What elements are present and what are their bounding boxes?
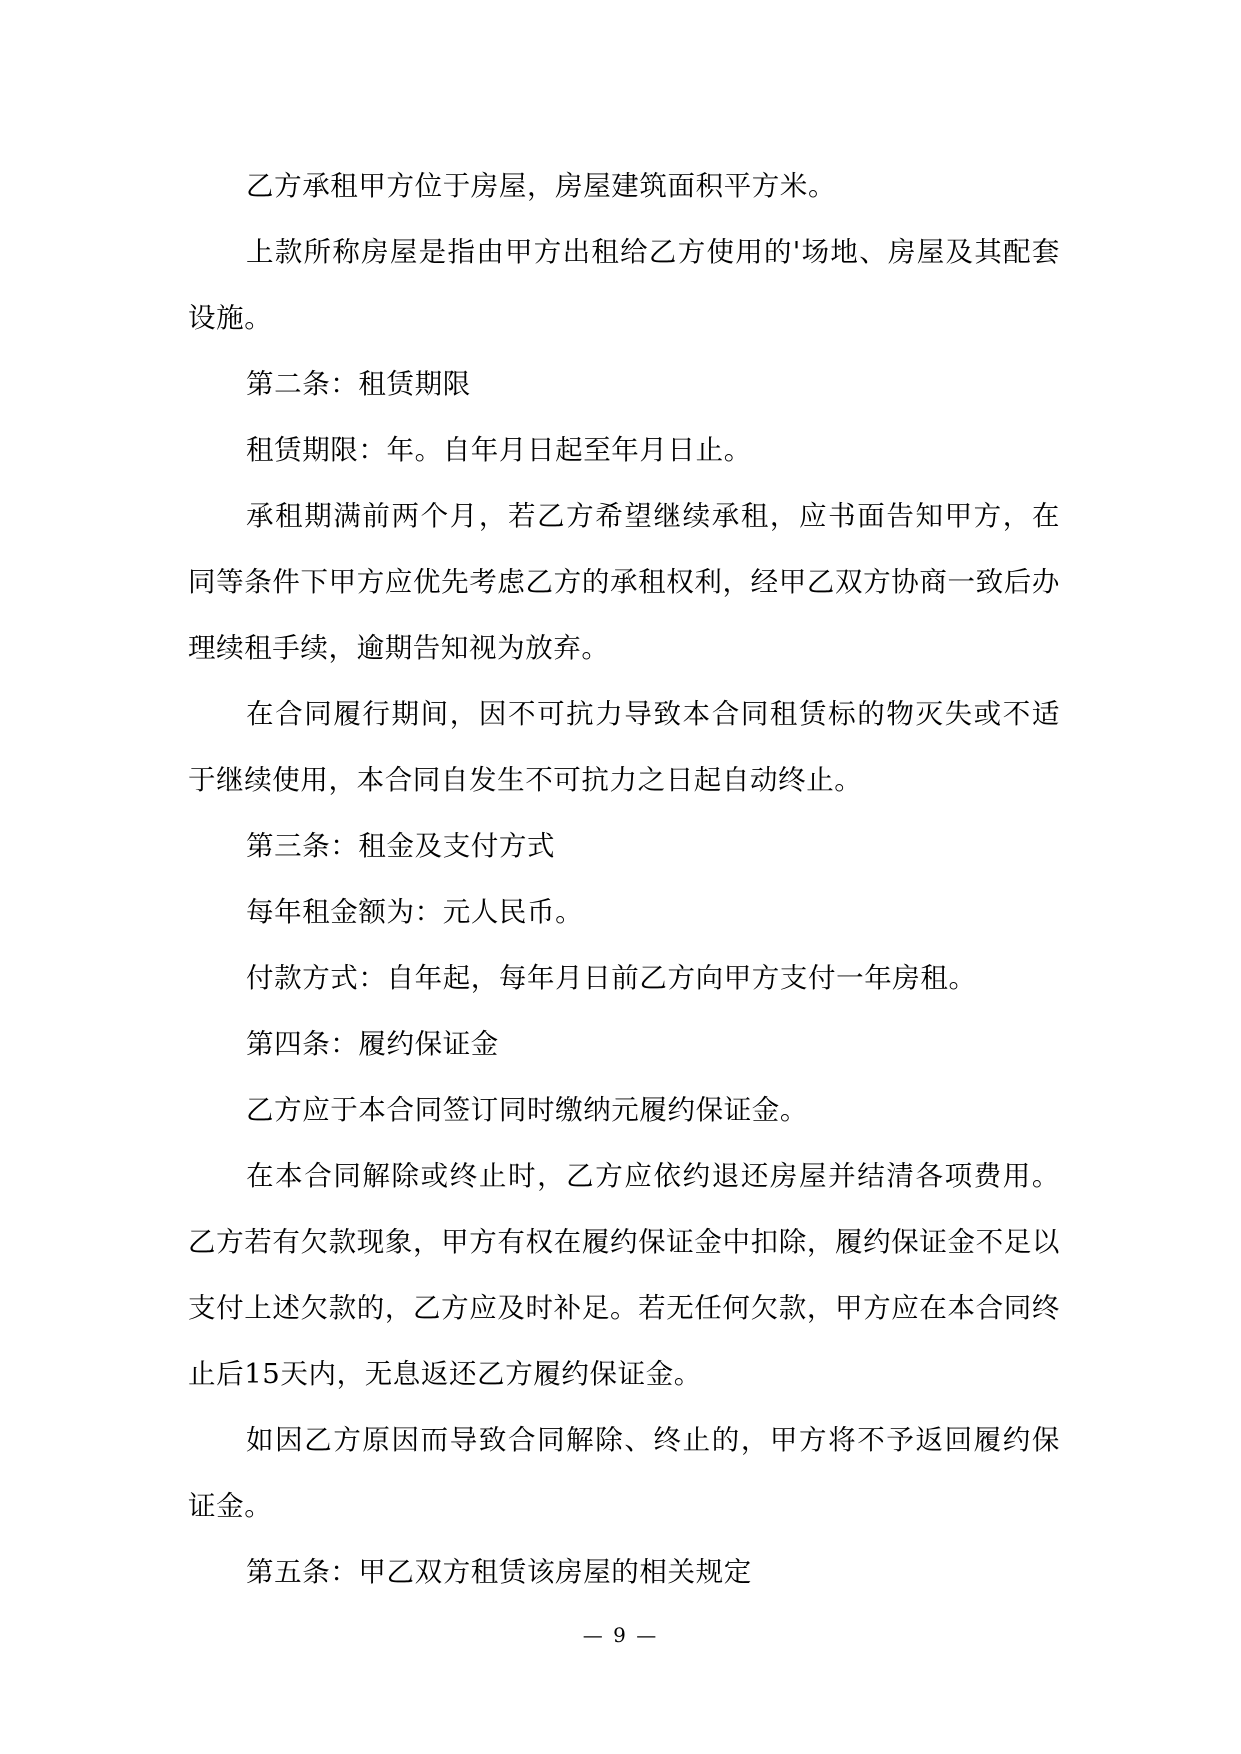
- document-body: [188, 153, 1060, 1605]
- paragraph-deposit-forfeit: 如因乙方原因而导致合同解除、终止的，甲方将不予返回履约保证金。: [188, 1424, 1060, 1522]
- paragraph-premises-definition: 上款所称房屋是指由甲方出租给乙方使用的'场地、房屋及其配套设施。: [188, 236, 1060, 334]
- paragraph-payment-method: 付款方式：自年起，每年月日前乙方向甲方支付一年房租。: [246, 962, 977, 994]
- paragraph-area-description: 乙方承租甲方位于房屋，房屋建筑面积平方米。: [246, 170, 837, 202]
- paragraph-deposit-refund: 在本合同解除或终止时，乙方应依约退还房屋并结清各项费用。乙方若有欠款现象，甲方有权在履约保证金中扣除，履约保证金不足以支付上述欠款的，乙方应及时补足。若无任何欠款，甲方应在本合同终止后15天内，无息返还乙方履约保证金。: [188, 1160, 1060, 1390]
- paragraph-renewal: 承租期满前两个月，若乙方希望继续承租，应书面告知甲方，在同等条件下甲方应优先考虑乙方的承租权利，经甲乙双方协商一致后办理续租手续，逾期告知视为放弃。: [188, 500, 1060, 664]
- paragraph-lease-term: 租赁期限：年。自年月日起至年月日止。: [246, 434, 752, 466]
- heading-article-2: 第二条：租赁期限: [246, 368, 471, 400]
- page-number: — 9 —: [582, 1623, 659, 1647]
- heading-article-4: 第四条：履约保证金: [246, 1028, 499, 1060]
- paragraph-annual-rent: 每年租金额为：元人民币。: [246, 896, 584, 928]
- paragraph-deposit: 乙方应于本合同签订同时缴纳元履约保证金。: [246, 1094, 808, 1126]
- heading-article-5: 第五条：甲乙双方租赁该房屋的相关规定: [246, 1556, 752, 1588]
- heading-article-3: 第三条：租金及支付方式: [246, 830, 556, 862]
- paragraph-force-majeure: 在合同履行期间，因不可抗力导致本合同租赁标的物灭失或不适于继续使用，本合同自发生不可抗力之日起自动终止。: [188, 698, 1060, 796]
